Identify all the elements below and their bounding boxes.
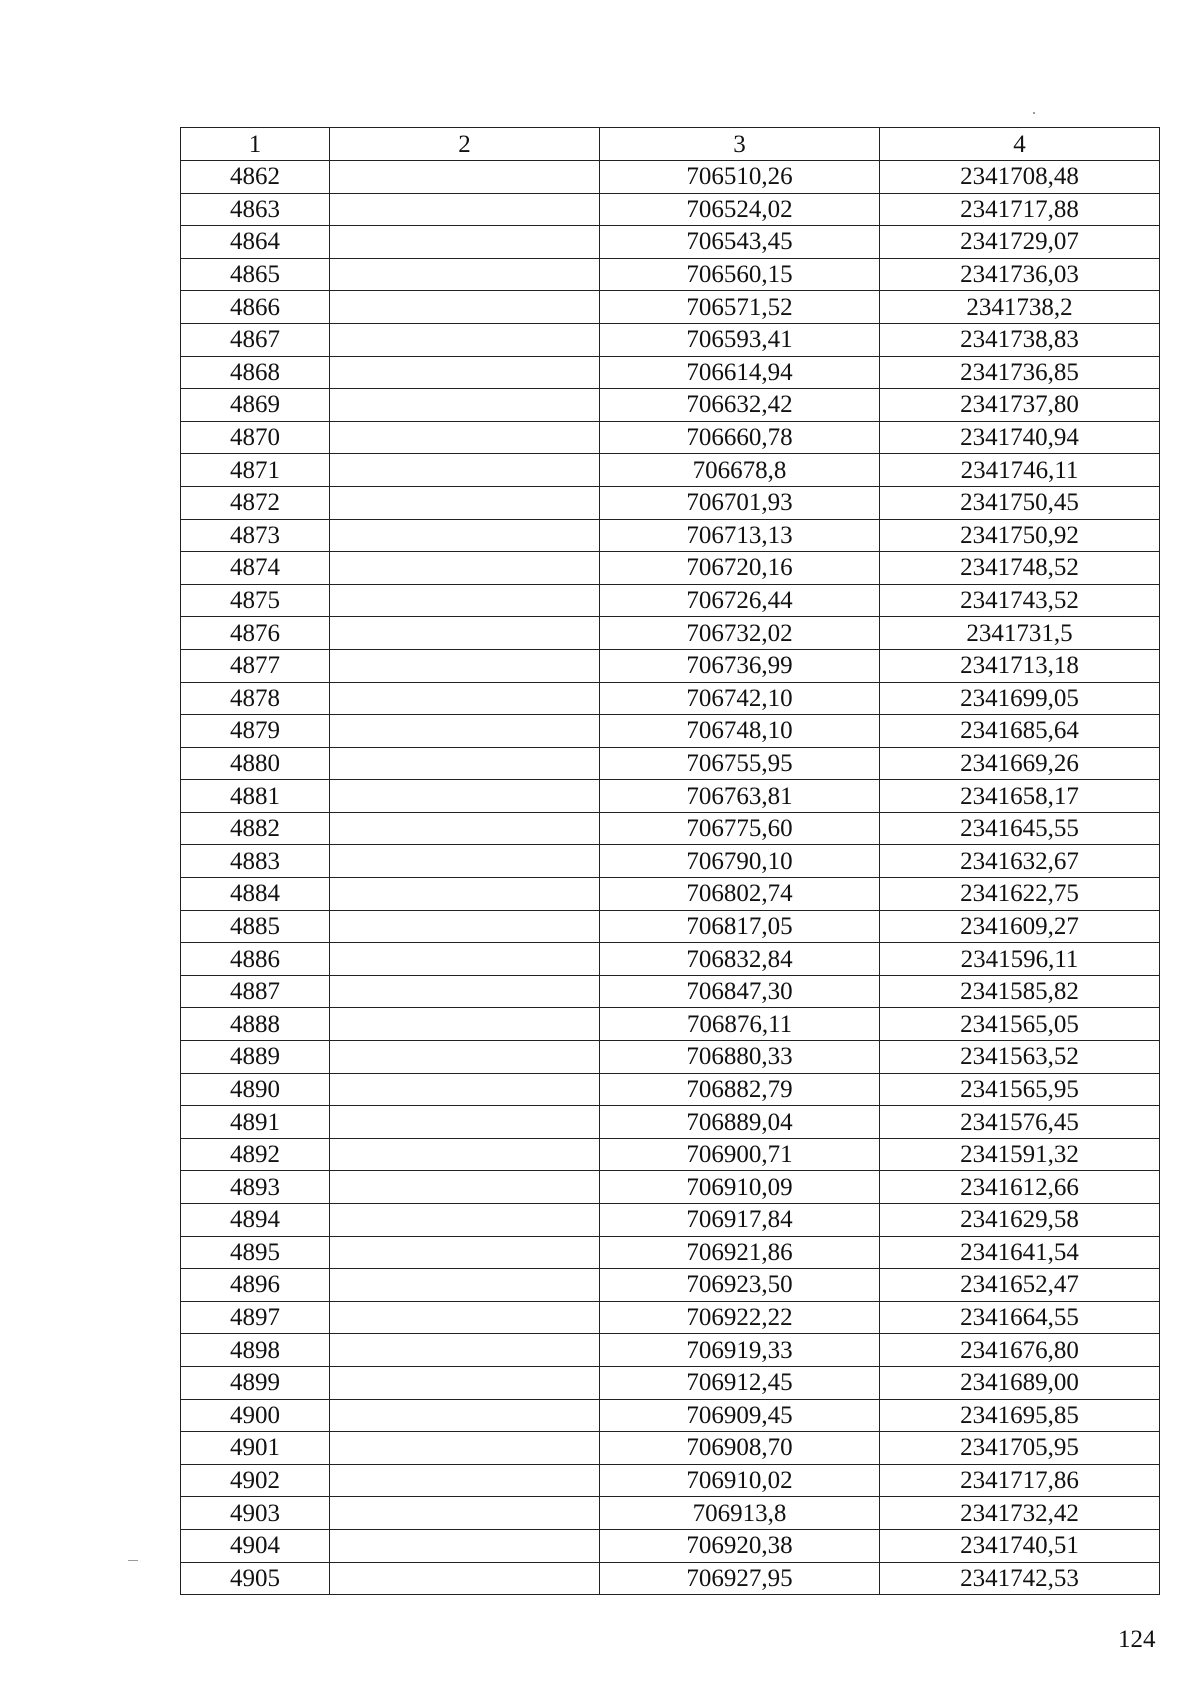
column-header-1: 1	[181, 128, 330, 161]
description-cell	[330, 258, 600, 291]
table-row	[181, 878, 1160, 911]
table-row	[181, 812, 1160, 845]
table-row	[181, 454, 1160, 487]
description-cell	[330, 1301, 600, 1334]
y-coordinate-cell: 2341658,17	[880, 780, 1160, 813]
x-coordinate-cell: 706912,45	[600, 1366, 880, 1399]
x-coordinate-cell: 706732,02	[600, 617, 880, 650]
x-coordinate-cell: 706775,60	[600, 812, 880, 845]
table-row	[181, 1529, 1160, 1562]
point-number-cell: 4897	[181, 1301, 330, 1334]
description-cell	[330, 1073, 600, 1106]
point-number-cell: 4904	[181, 1529, 330, 1562]
y-coordinate-cell: 2341591,32	[880, 1138, 1160, 1171]
scan-speck	[128, 1560, 138, 1561]
table-row	[181, 486, 1160, 519]
x-coordinate-cell: 706913,8	[600, 1497, 880, 1530]
table-row	[181, 258, 1160, 291]
x-coordinate-cell: 706927,95	[600, 1562, 880, 1595]
description-cell	[330, 649, 600, 682]
point-number-cell: 4881	[181, 780, 330, 813]
table-row	[181, 1497, 1160, 1530]
description-cell	[330, 552, 600, 585]
description-cell	[330, 1204, 600, 1237]
description-cell	[330, 1008, 600, 1041]
y-coordinate-cell: 2341732,42	[880, 1497, 1160, 1530]
table-row	[181, 1432, 1160, 1465]
page-number: 124	[1118, 1626, 1156, 1653]
table-row	[181, 1138, 1160, 1171]
table-row	[181, 649, 1160, 682]
table-row	[181, 389, 1160, 422]
table-row	[181, 1301, 1160, 1334]
table-row	[181, 1366, 1160, 1399]
table-row	[181, 356, 1160, 389]
y-coordinate-cell: 2341685,64	[880, 715, 1160, 748]
x-coordinate-cell: 706920,38	[600, 1529, 880, 1562]
x-coordinate-cell: 706593,41	[600, 323, 880, 356]
y-coordinate-cell: 2341736,03	[880, 258, 1160, 291]
description-cell	[330, 975, 600, 1008]
description-cell	[330, 1269, 600, 1302]
y-coordinate-cell: 2341740,94	[880, 421, 1160, 454]
description-cell	[330, 943, 600, 976]
table-header	[181, 128, 1160, 161]
table-row	[181, 584, 1160, 617]
table-row	[181, 1269, 1160, 1302]
point-number-cell: 4885	[181, 910, 330, 943]
y-coordinate-cell: 2341612,66	[880, 1171, 1160, 1204]
table-row	[181, 1073, 1160, 1106]
point-number-cell: 4877	[181, 649, 330, 682]
description-cell	[330, 682, 600, 715]
y-coordinate-cell: 2341708,48	[880, 161, 1160, 194]
y-coordinate-cell: 2341742,53	[880, 1562, 1160, 1595]
point-number-cell: 4873	[181, 519, 330, 552]
y-coordinate-cell: 2341645,55	[880, 812, 1160, 845]
table-row	[181, 943, 1160, 976]
x-coordinate-cell: 706571,52	[600, 291, 880, 324]
description-cell	[330, 812, 600, 845]
y-coordinate-cell: 2341565,95	[880, 1073, 1160, 1106]
y-coordinate-cell: 2341738,2	[880, 291, 1160, 324]
point-number-cell: 4868	[181, 356, 330, 389]
y-coordinate-cell: 2341750,45	[880, 486, 1160, 519]
point-number-cell: 4898	[181, 1334, 330, 1367]
x-coordinate-cell: 706921,86	[600, 1236, 880, 1269]
point-number-cell: 4876	[181, 617, 330, 650]
x-coordinate-cell: 706910,09	[600, 1171, 880, 1204]
description-cell	[330, 1497, 600, 1530]
description-cell	[330, 389, 600, 422]
y-coordinate-cell: 2341676,80	[880, 1334, 1160, 1367]
table-row	[181, 845, 1160, 878]
point-number-cell: 4874	[181, 552, 330, 585]
point-number-cell: 4869	[181, 389, 330, 422]
x-coordinate-cell: 706910,02	[600, 1464, 880, 1497]
x-coordinate-cell: 706763,81	[600, 780, 880, 813]
table-row	[181, 552, 1160, 585]
description-cell	[330, 1138, 600, 1171]
y-coordinate-cell: 2341748,52	[880, 552, 1160, 585]
table-row	[181, 747, 1160, 780]
x-coordinate-cell: 706560,15	[600, 258, 880, 291]
description-cell	[330, 715, 600, 748]
point-number-cell: 4870	[181, 421, 330, 454]
x-coordinate-cell: 706632,42	[600, 389, 880, 422]
table-row	[181, 1041, 1160, 1074]
x-coordinate-cell: 706889,04	[600, 1106, 880, 1139]
description-cell	[330, 584, 600, 617]
description-cell	[330, 1106, 600, 1139]
description-cell	[330, 226, 600, 259]
table-row	[181, 1008, 1160, 1041]
point-number-cell: 4890	[181, 1073, 330, 1106]
x-coordinate-cell: 706736,99	[600, 649, 880, 682]
coordinates-table	[180, 127, 1160, 1595]
x-coordinate-cell: 706790,10	[600, 845, 880, 878]
x-coordinate-cell: 706908,70	[600, 1432, 880, 1465]
description-cell	[330, 1334, 600, 1367]
point-number-cell: 4879	[181, 715, 330, 748]
description-cell	[330, 1529, 600, 1562]
y-coordinate-cell: 2341565,05	[880, 1008, 1160, 1041]
x-coordinate-cell: 706713,13	[600, 519, 880, 552]
point-number-cell: 4894	[181, 1204, 330, 1237]
y-coordinate-cell: 2341737,80	[880, 389, 1160, 422]
column-header-2: 2	[330, 128, 600, 161]
y-coordinate-cell: 2341641,54	[880, 1236, 1160, 1269]
y-coordinate-cell: 2341596,11	[880, 943, 1160, 976]
x-coordinate-cell: 706543,45	[600, 226, 880, 259]
y-coordinate-cell: 2341563,52	[880, 1041, 1160, 1074]
point-number-cell: 4863	[181, 193, 330, 226]
table-row	[181, 975, 1160, 1008]
x-coordinate-cell: 706882,79	[600, 1073, 880, 1106]
description-cell	[330, 291, 600, 324]
description-cell	[330, 454, 600, 487]
y-coordinate-cell: 2341609,27	[880, 910, 1160, 943]
point-number-cell: 4886	[181, 943, 330, 976]
table-row	[181, 1334, 1160, 1367]
description-cell	[330, 747, 600, 780]
point-number-cell: 4902	[181, 1464, 330, 1497]
point-number-cell: 4865	[181, 258, 330, 291]
x-coordinate-cell: 706660,78	[600, 421, 880, 454]
description-cell	[330, 910, 600, 943]
y-coordinate-cell: 2341717,86	[880, 1464, 1160, 1497]
y-coordinate-cell: 2341731,5	[880, 617, 1160, 650]
point-number-cell: 4875	[181, 584, 330, 617]
description-cell	[330, 1236, 600, 1269]
point-number-cell: 4891	[181, 1106, 330, 1139]
description-cell	[330, 519, 600, 552]
point-number-cell: 4864	[181, 226, 330, 259]
description-cell	[330, 356, 600, 389]
x-coordinate-cell: 706720,16	[600, 552, 880, 585]
point-number-cell: 4892	[181, 1138, 330, 1171]
table-body	[181, 161, 1160, 1595]
scan-speck	[1033, 112, 1035, 114]
table-row	[181, 161, 1160, 194]
point-number-cell: 4878	[181, 682, 330, 715]
description-cell	[330, 421, 600, 454]
x-coordinate-cell: 706880,33	[600, 1041, 880, 1074]
point-number-cell: 4880	[181, 747, 330, 780]
description-cell	[330, 878, 600, 911]
table-row	[181, 1171, 1160, 1204]
description-cell	[330, 1041, 600, 1074]
description-cell	[330, 323, 600, 356]
y-coordinate-cell: 2341585,82	[880, 975, 1160, 1008]
x-coordinate-cell: 706917,84	[600, 1204, 880, 1237]
point-number-cell: 4882	[181, 812, 330, 845]
x-coordinate-cell: 706817,05	[600, 910, 880, 943]
point-number-cell: 4903	[181, 1497, 330, 1530]
table-row	[181, 291, 1160, 324]
point-number-cell: 4862	[181, 161, 330, 194]
description-cell	[330, 161, 600, 194]
y-coordinate-cell: 2341622,75	[880, 878, 1160, 911]
point-number-cell: 4872	[181, 486, 330, 519]
point-number-cell: 4895	[181, 1236, 330, 1269]
table-row	[181, 1562, 1160, 1595]
y-coordinate-cell: 2341629,58	[880, 1204, 1160, 1237]
table-row	[181, 421, 1160, 454]
x-coordinate-cell: 706742,10	[600, 682, 880, 715]
description-cell	[330, 845, 600, 878]
description-cell	[330, 1432, 600, 1465]
x-coordinate-cell: 706876,11	[600, 1008, 880, 1041]
description-cell	[330, 1562, 600, 1595]
y-coordinate-cell: 2341736,85	[880, 356, 1160, 389]
description-cell	[330, 1171, 600, 1204]
point-number-cell: 4899	[181, 1366, 330, 1399]
x-coordinate-cell: 706748,10	[600, 715, 880, 748]
y-coordinate-cell: 2341669,26	[880, 747, 1160, 780]
y-coordinate-cell: 2341632,67	[880, 845, 1160, 878]
description-cell	[330, 780, 600, 813]
point-number-cell: 4889	[181, 1041, 330, 1074]
point-number-cell: 4884	[181, 878, 330, 911]
point-number-cell: 4883	[181, 845, 330, 878]
table-row	[181, 1204, 1160, 1237]
point-number-cell: 4871	[181, 454, 330, 487]
x-coordinate-cell: 706832,84	[600, 943, 880, 976]
table-row	[181, 1399, 1160, 1432]
y-coordinate-cell: 2341705,95	[880, 1432, 1160, 1465]
x-coordinate-cell: 706678,8	[600, 454, 880, 487]
x-coordinate-cell: 706909,45	[600, 1399, 880, 1432]
x-coordinate-cell: 706510,26	[600, 161, 880, 194]
point-number-cell: 4901	[181, 1432, 330, 1465]
table-row	[181, 1236, 1160, 1269]
table-row	[181, 1464, 1160, 1497]
point-number-cell: 4896	[181, 1269, 330, 1302]
x-coordinate-cell: 706923,50	[600, 1269, 880, 1302]
column-header-4: 4	[880, 128, 1160, 161]
table-row	[181, 617, 1160, 650]
x-coordinate-cell: 706919,33	[600, 1334, 880, 1367]
header-row	[181, 128, 1160, 161]
y-coordinate-cell: 2341652,47	[880, 1269, 1160, 1302]
y-coordinate-cell: 2341717,88	[880, 193, 1160, 226]
x-coordinate-cell: 706614,94	[600, 356, 880, 389]
x-coordinate-cell: 706900,71	[600, 1138, 880, 1171]
y-coordinate-cell: 2341713,18	[880, 649, 1160, 682]
description-cell	[330, 193, 600, 226]
x-coordinate-cell: 706701,93	[600, 486, 880, 519]
x-coordinate-cell: 706755,95	[600, 747, 880, 780]
point-number-cell: 4893	[181, 1171, 330, 1204]
description-cell	[330, 1399, 600, 1432]
y-coordinate-cell: 2341729,07	[880, 226, 1160, 259]
table-row	[181, 715, 1160, 748]
table-row	[181, 519, 1160, 552]
point-number-cell: 4887	[181, 975, 330, 1008]
table-row	[181, 910, 1160, 943]
table-row	[181, 682, 1160, 715]
y-coordinate-cell: 2341689,00	[880, 1366, 1160, 1399]
y-coordinate-cell: 2341740,51	[880, 1529, 1160, 1562]
description-cell	[330, 617, 600, 650]
y-coordinate-cell: 2341743,52	[880, 584, 1160, 617]
y-coordinate-cell: 2341750,92	[880, 519, 1160, 552]
table-row	[181, 323, 1160, 356]
y-coordinate-cell: 2341695,85	[880, 1399, 1160, 1432]
table-row	[181, 193, 1160, 226]
point-number-cell: 4866	[181, 291, 330, 324]
x-coordinate-cell: 706524,02	[600, 193, 880, 226]
description-cell	[330, 1464, 600, 1497]
point-number-cell: 4905	[181, 1562, 330, 1595]
point-number-cell: 4888	[181, 1008, 330, 1041]
x-coordinate-cell: 706847,30	[600, 975, 880, 1008]
point-number-cell: 4867	[181, 323, 330, 356]
description-cell	[330, 1366, 600, 1399]
y-coordinate-cell: 2341738,83	[880, 323, 1160, 356]
description-cell	[330, 486, 600, 519]
y-coordinate-cell: 2341699,05	[880, 682, 1160, 715]
point-number-cell: 4900	[181, 1399, 330, 1432]
y-coordinate-cell: 2341664,55	[880, 1301, 1160, 1334]
table-row	[181, 780, 1160, 813]
table-row	[181, 226, 1160, 259]
x-coordinate-cell: 706802,74	[600, 878, 880, 911]
y-coordinate-cell: 2341746,11	[880, 454, 1160, 487]
column-header-3: 3	[600, 128, 880, 161]
x-coordinate-cell: 706726,44	[600, 584, 880, 617]
y-coordinate-cell: 2341576,45	[880, 1106, 1160, 1139]
x-coordinate-cell: 706922,22	[600, 1301, 880, 1334]
table-row	[181, 1106, 1160, 1139]
